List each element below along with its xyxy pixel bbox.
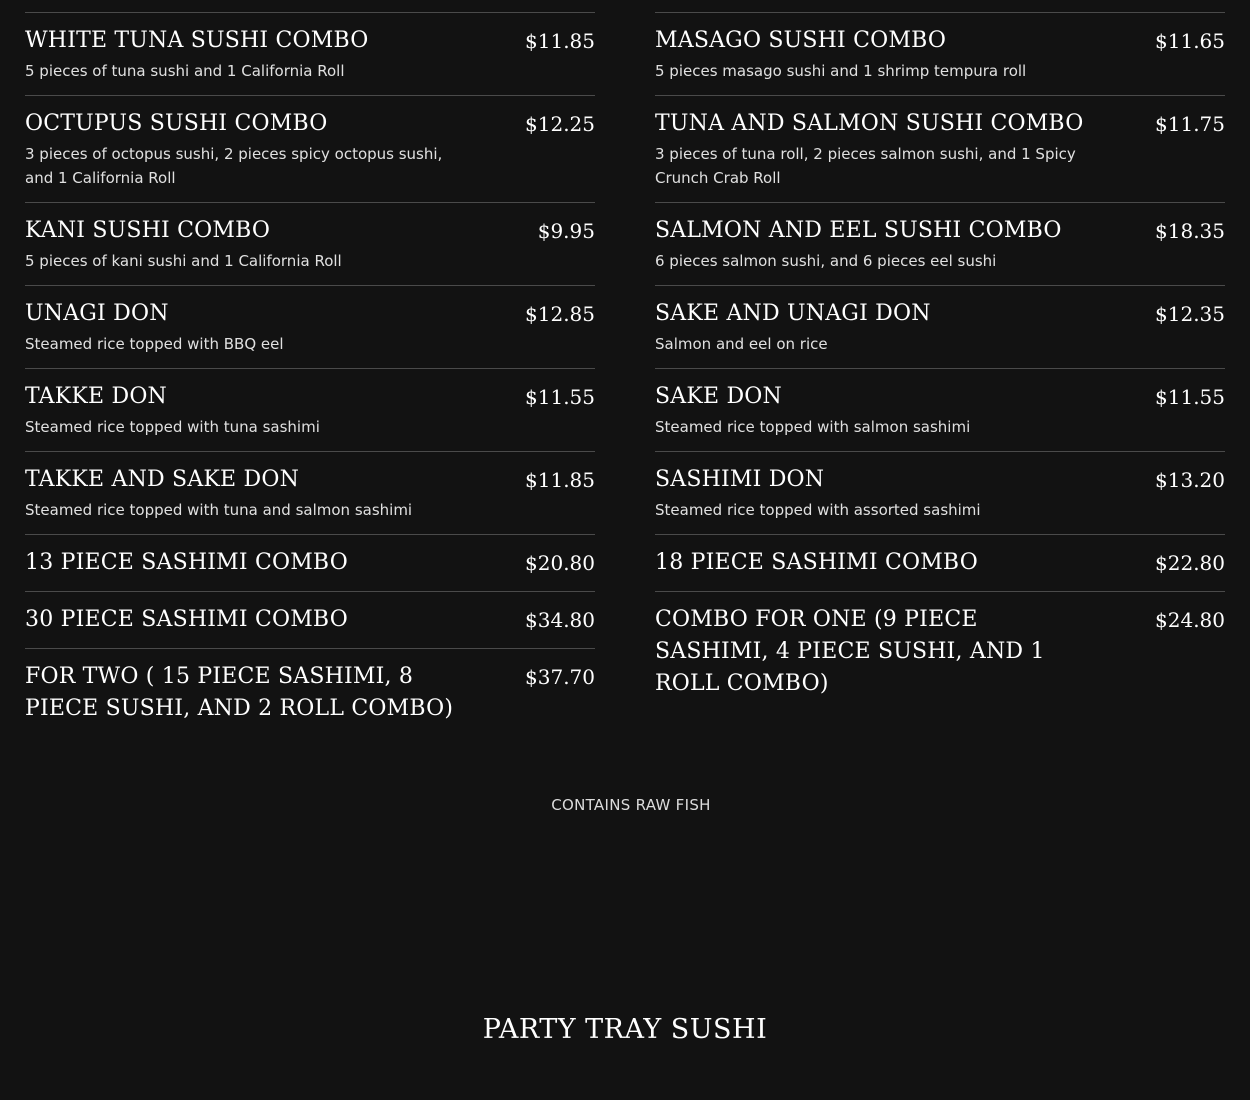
menu-item-price: $12.85: [525, 302, 595, 326]
menu-item: [655, 535, 1225, 592]
menu-item-description: 6 pieces salmon sushi, and 6 pieces eel sushi: [655, 252, 997, 270]
menu-item-price: $24.80: [1155, 608, 1225, 632]
menu-item-description: Steamed rice topped with BBQ eel: [25, 335, 284, 353]
menu-item-description: Salmon and eel on rice: [655, 335, 828, 353]
menu-item-name: COMBO FOR ONE (9 PIECE SASHIMI, 4 PIECE SUSHI, AND 1 ROLL COMBO): [655, 607, 1045, 696]
menu-item: [655, 369, 1225, 452]
menu-item: [655, 96, 1225, 203]
menu-item: [655, 203, 1225, 286]
menu-item: [25, 203, 595, 286]
menu-column-right: [655, 0, 1225, 712]
menu-item-name: KANI SUSHI COMBO: [25, 218, 271, 243]
menu-item-description: 5 pieces of tuna sushi and 1 California Roll: [25, 62, 345, 80]
menu-item-name: TUNA AND SALMON SUSHI COMBO: [655, 111, 1084, 136]
menu-item-name: SASHIMI DON: [655, 467, 825, 492]
menu-item: [655, 13, 1225, 96]
menu-item-price: $9.95: [537, 219, 595, 243]
menu-item: [655, 0, 1225, 13]
menu-item-price: $20.80: [525, 551, 595, 575]
menu-item: [25, 13, 595, 96]
menu-item-price: $22.80: [1155, 551, 1225, 575]
menu-item-name: TAKKE DON: [25, 384, 168, 409]
menu-item-name: OCTUPUS SUSHI COMBO: [25, 111, 328, 136]
menu-item-name: FOR TWO ( 15 PIECE SASHIMI, 8 PIECE SUSHI, AND 2 ROLL COMBO): [25, 664, 454, 721]
menu-item-name: 18 PIECE SASHIMI COMBO: [655, 550, 978, 575]
menu-column-left: [25, 0, 595, 737]
menu-item: [25, 96, 595, 203]
menu-item-description: 5 pieces masago sushi and 1 shrimp tempura roll: [655, 62, 1027, 80]
menu-item-description: Steamed rice topped with tuna sashimi: [25, 418, 320, 436]
menu-item-name: 30 PIECE SASHIMI COMBO: [25, 607, 348, 632]
menu-item: [25, 0, 595, 13]
menu-item-name: UNAGI DON: [25, 301, 169, 326]
menu-item: [25, 369, 595, 452]
menu-item: [655, 452, 1225, 535]
menu-item: [655, 592, 1225, 712]
menu-item-name: TAKKE AND SAKE DON: [25, 467, 300, 492]
raw-fish-note: CONTAINS RAW FISH: [551, 796, 711, 814]
menu-item-name: 13 PIECE SASHIMI COMBO: [25, 550, 348, 575]
menu-item: [25, 286, 595, 369]
menu-item-price: $12.35: [1155, 302, 1225, 326]
menu-item-name: MASAGO SUSHI COMBO: [655, 28, 947, 53]
menu-item-price: $12.25: [525, 112, 595, 136]
menu-item-description: Steamed rice topped with assorted sashimi: [655, 501, 981, 519]
section-title: PARTY TRAY SUSHI: [482, 1014, 768, 1045]
menu-item: [25, 535, 595, 592]
menu-item-description: Steamed rice topped with salmon sashimi: [655, 418, 971, 436]
menu-item-price: $13.20: [1155, 468, 1225, 492]
menu-item-price: $11.85: [525, 29, 595, 53]
menu-item-name: SAKE AND UNAGI DON: [655, 301, 931, 326]
menu-item: [25, 592, 595, 649]
menu-item-description: 5 pieces of kani sushi and 1 California Roll: [25, 252, 342, 270]
menu-item-price: $18.35: [1155, 219, 1225, 243]
menu-item-price: $11.75: [1155, 112, 1225, 136]
menu-item-price: $11.55: [525, 385, 595, 409]
menu-item-price: $11.55: [1155, 385, 1225, 409]
menu-item-name: SALMON AND EEL SUSHI COMBO: [655, 218, 1062, 243]
menu-item-price: $34.80: [525, 608, 595, 632]
menu-item-description: 3 pieces of tuna roll, 2 pieces salmon sushi, and 1 Spicy Crunch Crab Roll: [655, 145, 1076, 187]
menu-item: [655, 286, 1225, 369]
menu-item: [25, 649, 595, 737]
menu-item-name: WHITE TUNA SUSHI COMBO: [25, 28, 369, 53]
menu-item-description: Steamed rice topped with tuna and salmon sashimi: [25, 501, 413, 519]
menu-item-price: $37.70: [525, 665, 595, 689]
menu-item-price: $11.85: [525, 468, 595, 492]
menu-item-price: $11.65: [1155, 29, 1225, 53]
menu-item-description: 3 pieces of octopus sushi, 2 pieces spicy octopus sushi, and 1 California Roll: [25, 145, 443, 187]
menu-item-name: SAKE DON: [655, 384, 782, 409]
menu-item: [25, 452, 595, 535]
